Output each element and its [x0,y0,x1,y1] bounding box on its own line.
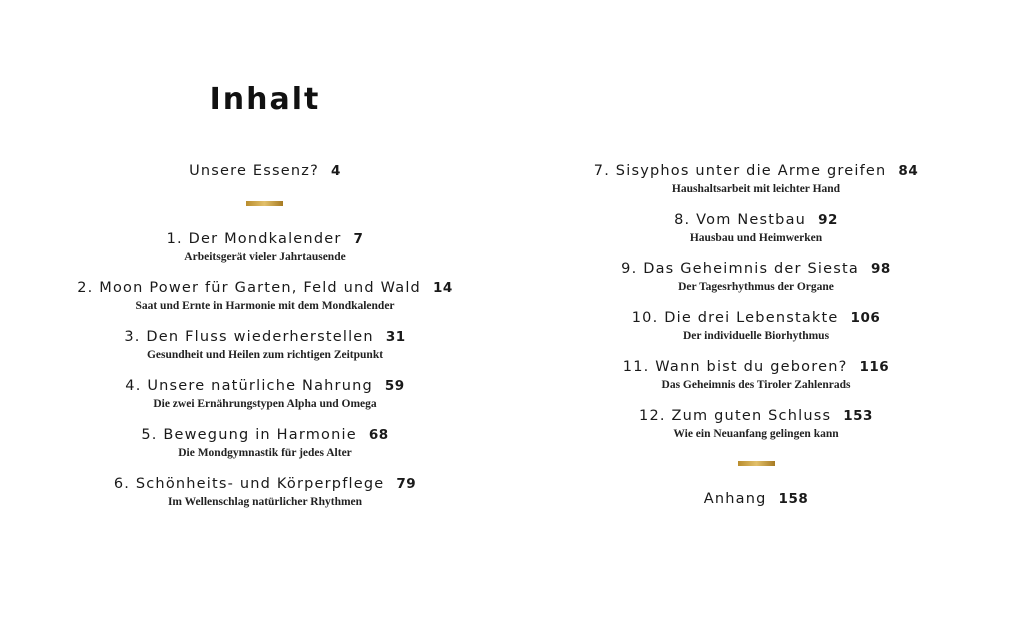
entry-label: 10. Die drei Lebenstakte [631,310,839,326]
toc-entry-11[interactable] [556,358,956,392]
page-title: Inhalt [209,82,321,117]
entry-label: 5. Bewegung in Harmonie [141,427,357,443]
toc-entry-intro[interactable] [60,162,470,180]
entry-page: 79 [396,476,417,492]
toc-entry-7[interactable] [556,162,956,196]
toc-entry-appendix[interactable] [556,490,956,508]
toc-entry-9[interactable] [556,260,956,294]
entry-subtitle: Die zwei Ernährungstypen Alpha und Omega [153,398,377,410]
entry-page: 106 [850,310,881,326]
toc-entry-4[interactable] [60,377,470,411]
entry-label: 4. Unsere natürliche Nahrung [125,378,373,394]
entry-label: 8. Vom Nestbau [674,212,807,228]
entry-page: 7 [353,231,364,247]
entry-label: 12. Zum guten Schluss [639,408,832,424]
entry-subtitle: Hausbau und Heimwerken [689,232,823,244]
entry-page: 98 [871,261,891,277]
toc-entry-5[interactable] [60,426,470,460]
entry-page: 116 [859,359,890,375]
entry-subtitle: Im Wellenschlag natürlicher Rhythmen [167,496,363,508]
entry-page: 14 [432,280,453,296]
entry-subtitle: Die Mondgymnastik für jedes Alter [178,447,352,459]
toc-entry-2[interactable] [60,279,470,313]
entry-label: 7. Sisyphos unter die Arme greifen [593,163,887,179]
entry-page: 31 [385,329,406,345]
entry-page: 158 [778,491,809,507]
toc-entry-8[interactable] [556,211,956,245]
entry-page: 92 [818,212,838,228]
entry-page: 68 [368,427,389,443]
entry-subtitle: Der Tagesrhythmus der Organe [678,281,834,293]
entry-label: 6. Schönheits- und Körperpflege [113,476,385,492]
entry-label: 9. Das Geheimnis der Siesta [621,261,860,277]
entry-label: Anhang [703,491,767,507]
gold-divider [246,201,283,206]
entry-page: 84 [898,163,919,179]
entry-subtitle: Haushaltsarbeit mit leichter Hand [671,183,841,195]
entry-subtitle: Gesundheit und Heilen zum richtigen Zeitpunkt [146,349,384,361]
entry-subtitle: Das Geheimnis des Tiroler Zahlenrads [661,379,851,391]
entry-label: 11. Wann bist du geboren? [622,359,848,375]
gold-divider [738,461,775,466]
toc-entry-12[interactable] [556,407,956,441]
toc-entry-3[interactable] [60,328,470,362]
entry-label: 2. Moon Power für Garten, Feld und Wald [77,280,421,296]
toc-entry-1[interactable] [60,230,470,264]
entry-subtitle: Saat und Ernte in Harmonie mit dem Mondkalender [135,300,395,312]
entry-page: 153 [843,408,873,424]
entry-label: 3. Den Fluss wiederherstellen [124,329,374,345]
entry-subtitle: Arbeitsgerät vieler Jahrtausende [184,251,346,263]
toc-entry-10[interactable] [556,309,956,343]
entry-subtitle: Wie ein Neuanfang gelingen kann [673,428,839,440]
entry-page: 4 [331,163,341,179]
entry-subtitle: Der individuelle Biorhythmus [682,330,830,342]
entry-label: Unsere Essenz? [189,163,320,179]
toc-entry-6[interactable] [60,475,470,509]
entry-page: 59 [384,378,405,394]
entry-label: 1. Der Mondkalender [166,231,342,247]
